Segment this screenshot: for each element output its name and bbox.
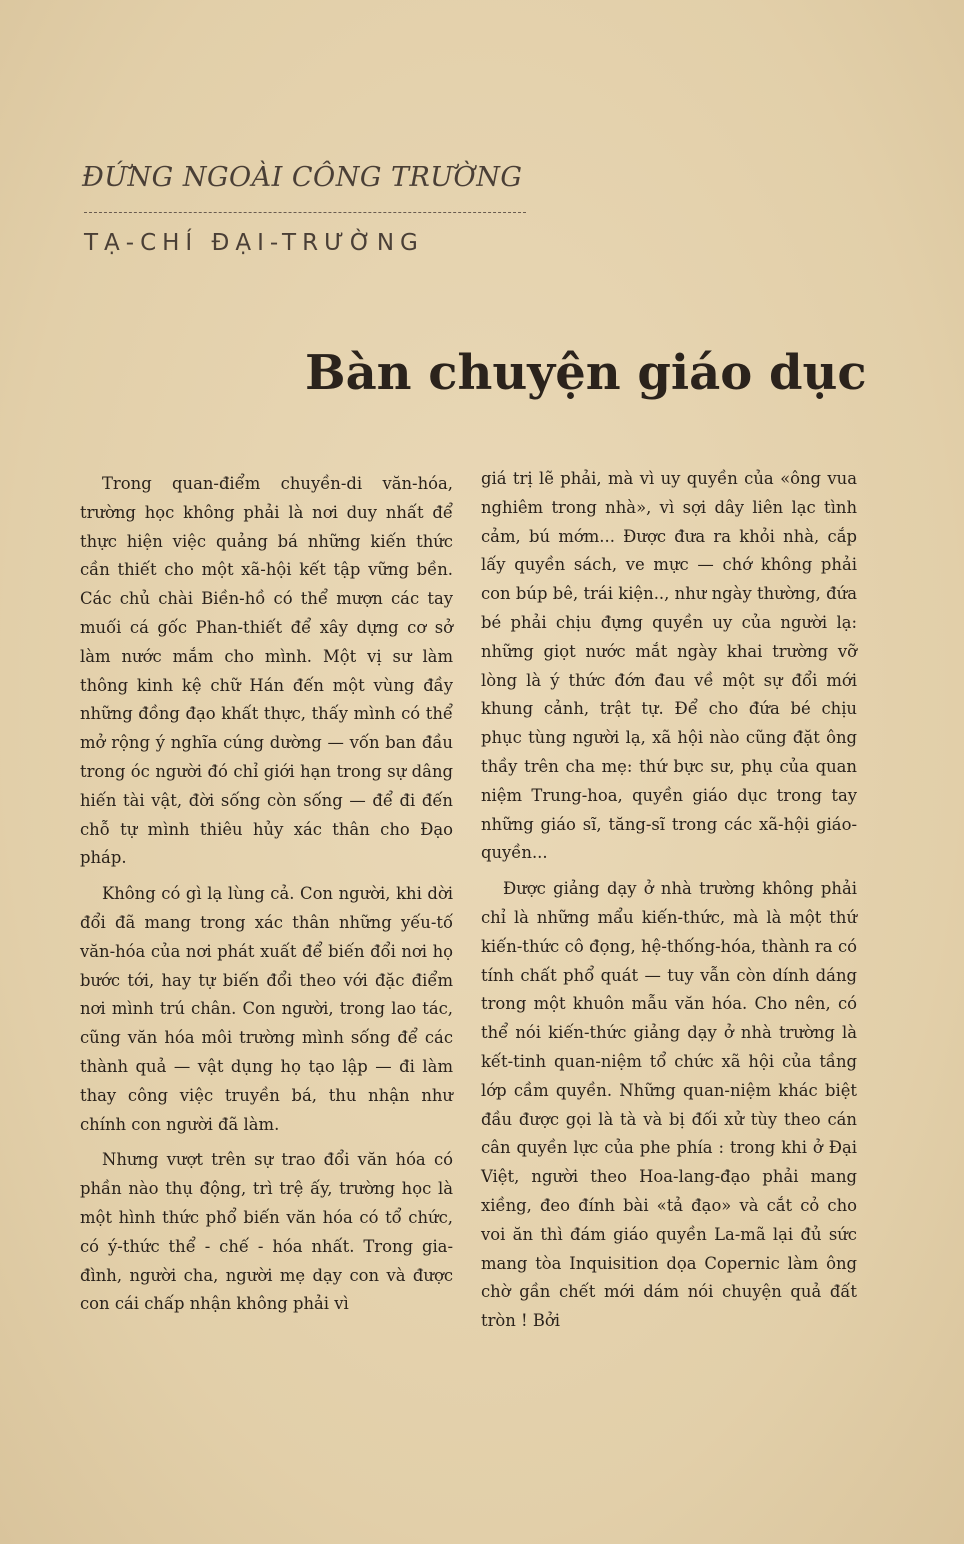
paragraph: giá trị lẽ phải, mà vì uy quyền của «ông vua nghiêm trong nhà», vì sợi dây liên lạc tình cảm, bú mớm... Được đưa ra khỏi nhà, cắp lấy quyền sách, ve mực — chớ không phải con búp bê, trái kiện.., như ngày thường, đứa bé phải chịu đựng quyền uy của người lạ: những giọt nước mắt ngày khai trường vỡ lòng là ý thức đớn đau về một sự đổi mới khung cảnh, trật tự. Để cho đứa bé chịu phục tùng người lạ, xã hội nào cũng đặt ông thầy trên cha mẹ: thứ bực sư, phụ của quan niệm Trung-hoa, quyền giáo dục trong tay những giáo sĩ, tăng-sĩ trong các xã-hội giáo-quyền... xyxy=(481,469,857,863)
left-column xyxy=(80,470,453,1326)
paragraph: Được giảng dạy ở nhà trường không phải chỉ là những mẩu kiến-thức, mà là một thứ kiến-thức cô đọng, hệ-thống-hóa, thành ra có tính chất phổ quát — tuy vẫn còn dính dáng trong một khuôn mẫu văn hóa. Cho nên, có thể nói kiến-thức giảng dạy ở nhà trường là kết-tinh quan-niệm tổ chức xã hội của tầng lớp cầm quyền. Những quan-niệm khác biệt đầu được gọi là tà và bị đối xử tùy theo cán cân quyền lực của phe phía : trong khi ở Đại Việt, người theo Hoa-lang-đạo phải mang xiềng, đeo đính bài «tả đạo» và cắt cỏ cho voi ăn thì đám giáo quyền La-mã lại đủ sức mang tòa Inquisition dọa Copernic làm ông chờ gần chết mới dám nói chuyện quả đất tròn ! Bởi xyxy=(481,879,857,1331)
paragraph: Nhưng vượt trên sự trao đổi văn hóa có phần nào thụ động, trì trệ ấy, trường học là một hình thức phổ biến văn hóa có tổ chức, có ý-thức thể - chế - hóa nhất. Trong gia-đình, người cha, người mẹ dạy con và được con cái chấp nhận không phải vì xyxy=(80,1150,453,1314)
author-name: TẠ-CHÍ ĐẠI-TRƯỜNG xyxy=(84,230,424,256)
right-column xyxy=(481,465,857,1343)
paragraph: Trong quan-điểm chuyền-di văn-hóa, trường học không phải là nơi duy nhất để thực hiện việc quảng bá những kiến thức cần thiết cho một xã-hội kết tập vững bền. Các chủ chài Biền-hồ có thể mượn các tay muối cá gốc Phan-thiết để xây dựng cơ sở làm nước mắm cho mình. Một vị sư làm thông kinh kệ chữ Hán đến một vùng đầy những đồng đạo khất thực, thấy mình có thể mở rộng ý nghĩa cúng dường — vốn ban đầu trong óc người đó chỉ giới hạn trong sự dâng hiến tài vật, đời sống còn sống — để đi đến chỗ tự mình thiêu hủy xác thân cho Đạo pháp. xyxy=(80,474,453,868)
section-divider xyxy=(84,212,526,213)
paragraph: Không có gì lạ lùng cả. Con người, khi dời đổi đã mang trong xác thân những yếu-tố văn-hóa của nơi phát xuất để biến đổi nơi họ bước tới, hay tự biến đổi theo với đặc điểm nơi mình trú chân. Con người, trong lao tác, cũng văn hóa môi trường mình sống để các thành quả — vật dụng họ tạo lập — đi làm thay công việc truyền bá, thu nhận như chính con người đã làm. xyxy=(80,884,453,1134)
article-title: Bàn chuyện giáo dục xyxy=(305,345,867,401)
section-title: ĐỨNG NGOÀI CÔNG TRƯỜNG xyxy=(82,162,523,193)
